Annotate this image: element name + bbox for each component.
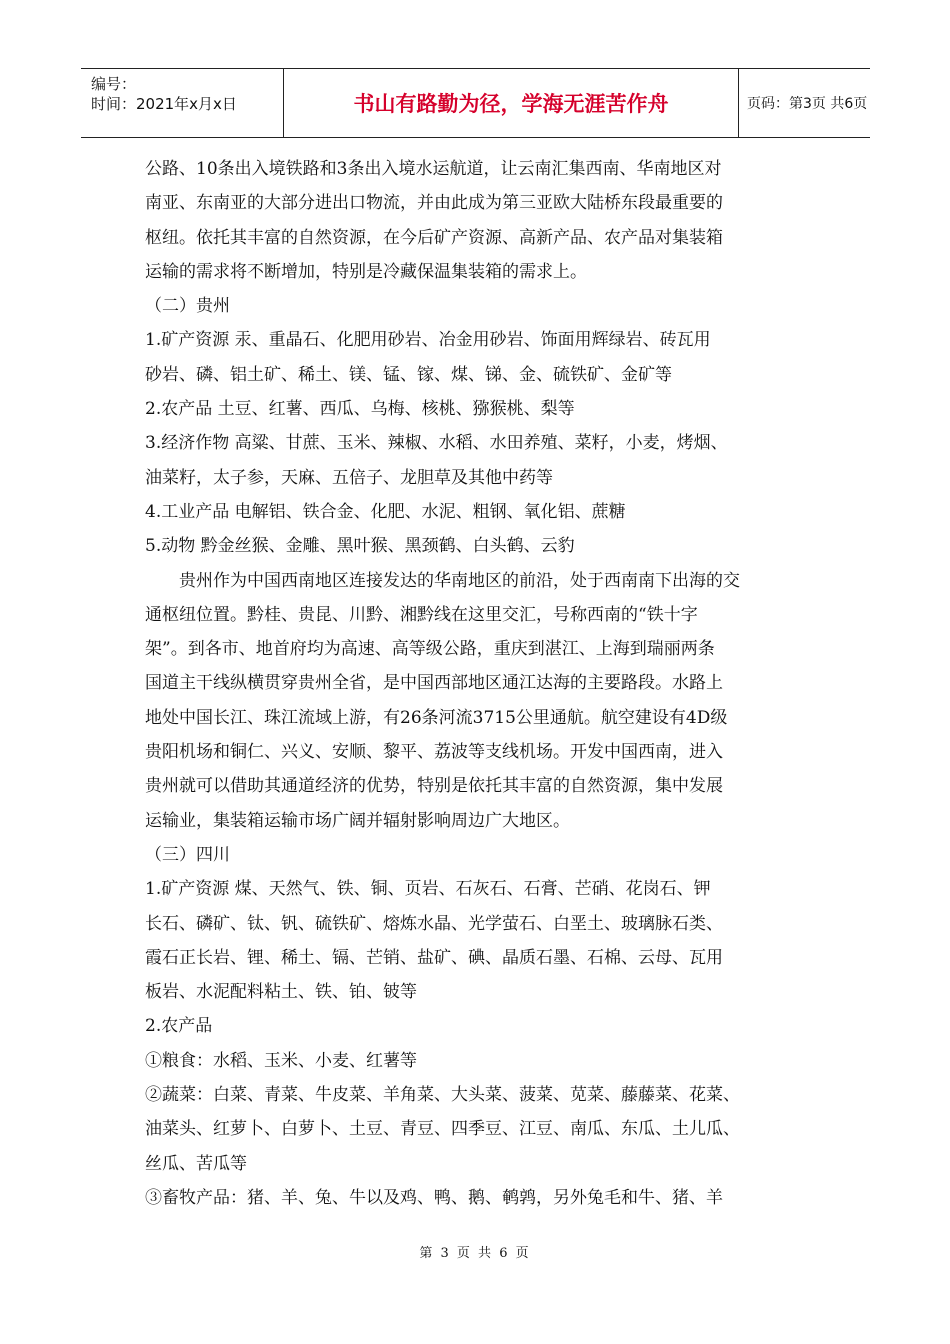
body-text-line: 南亚、东南亚的大部分进出口物流，并由此成为第三亚欧大陆桥东段最重要的 xyxy=(145,193,723,214)
body-text-line: 5.动物 黔金丝猴、金雕、黑叶猴、黑颈鹤、白头鹤、云豹 xyxy=(145,536,575,557)
document-body xyxy=(145,152,815,1215)
document-date: 时间：2021年x月x日 xyxy=(91,95,237,113)
body-text-line: 架”。到各市、地首府均为高速、高等级公路，重庆到湛江、上海到瑞丽两条 xyxy=(145,639,715,660)
body-text-line: 4.工业产品 电解铝、铁合金、化肥、水泥、粗钢、氧化铝、蔗糖 xyxy=(145,501,626,522)
body-text-line: 1.矿产资源 煤、天然气、铁、铜、页岩、石灰石、石膏、芒硝、花岗石、钾 xyxy=(145,879,711,900)
header-motto: 书山有路勤为径，学海无涯苦作舟 xyxy=(283,69,739,137)
body-text-line: 枢纽。依托其丰富的自然资源，在今后矿产资源、高新产品、农产品对集装箱 xyxy=(145,227,723,248)
body-text-line: （三）四川 xyxy=(145,844,230,865)
body-text-line: 长石、磷矿、钛、钒、硫铁矿、熔炼水晶、光学萤石、白垩土、玻璃脉石类、 xyxy=(145,913,723,934)
body-text-line: ③畜牧产品：猪、羊、兔、牛以及鸡、鸭、鹅、鹌鹑，另外兔毛和牛、猪、羊 xyxy=(145,1187,723,1208)
header-page-code: 页码：第3页 共6页 xyxy=(747,96,868,112)
body-text-line: 2.农产品 xyxy=(145,1016,213,1037)
body-text-line: 板岩、水泥配料粘土、铁、铂、铍等 xyxy=(145,982,417,1003)
page-header xyxy=(81,68,870,138)
header-meta xyxy=(81,69,283,137)
body-text-line: 丝瓜、苦瓜等 xyxy=(145,1153,247,1174)
page-footer: 第 3 页 共 6 页 xyxy=(419,1246,531,1261)
body-text-line: 2.农产品 土豆、红薯、西瓜、乌梅、核桃、猕猴桃、梨等 xyxy=(145,399,575,420)
body-text-line: ①粮食：水稻、玉米、小麦、红薯等 xyxy=(145,1050,417,1071)
body-text-line: 贵州就可以借助其通道经济的优势，特别是依托其丰富的自然资源，集中发展 xyxy=(145,776,723,797)
body-text-line: 油菜籽，太子参，天麻、五倍子、龙胆草及其他中药等 xyxy=(145,467,553,488)
body-text-line: 国道主干线纵横贯穿贵州全省，是中国西部地区通江达海的主要路段。水路上 xyxy=(145,673,723,694)
body-text-line: 运输业，集装箱运输市场广阔并辐射影响周边广大地区。 xyxy=(145,810,570,831)
body-text-line: 地处中国长江、珠江流域上游，有26条河流3715公里通航。航空建设有4D级 xyxy=(145,707,728,728)
body-text-line: 砂岩、磷、铝土矿、稀土、镁、锰、镓、煤、锑、金、硫铁矿、金矿等 xyxy=(145,364,672,385)
body-text-line: 通枢纽位置。黔桂、贵昆、川黔、湘黔线在这里交汇，号称西南的“铁十字 xyxy=(145,604,698,625)
body-text-line: 公路、10条出入境铁路和3条出入境水运航道，让云南汇集西南、华南地区对 xyxy=(145,159,722,179)
body-text-line: 贵州作为中国西南地区连接发达的华南地区的前沿，处于西南南下出海的交 xyxy=(179,570,740,591)
document-number-label: 编号： xyxy=(91,75,137,93)
body-text-line: 运输的需求将不断增加，特别是冷藏保温集装箱的需求上。 xyxy=(145,261,587,282)
body-text-line: 3.经济作物 高粱、甘蔗、玉米、辣椒、水稻、水田养殖、菜籽，小麦，烤烟、 xyxy=(145,433,728,454)
body-text-line: （二）贵州 xyxy=(145,296,230,317)
body-text-line: ②蔬菜：白菜、青菜、牛皮菜、羊角菜、大头菜、菠菜、苋菜、藤藤菜、花菜、 xyxy=(145,1085,740,1106)
body-text-line: 油菜头、红萝卜、白萝卜、土豆、青豆、四季豆、江豆、南瓜、东瓜、土儿瓜、 xyxy=(145,1119,740,1140)
body-text-line: 贵阳机场和铜仁、兴义、安顺、黎平、荔波等支线机场。开发中国西南，进入 xyxy=(145,742,723,763)
body-text-line: 1.矿产资源 汞、重晶石、化肥用砂岩、冶金用砂岩、饰面用辉绿岩、砖瓦用 xyxy=(145,330,711,351)
body-text-line: 霞石正长岩、锂、稀土、镉、芒销、盐矿、碘、晶质石墨、石棉、云母、瓦用 xyxy=(145,947,723,968)
